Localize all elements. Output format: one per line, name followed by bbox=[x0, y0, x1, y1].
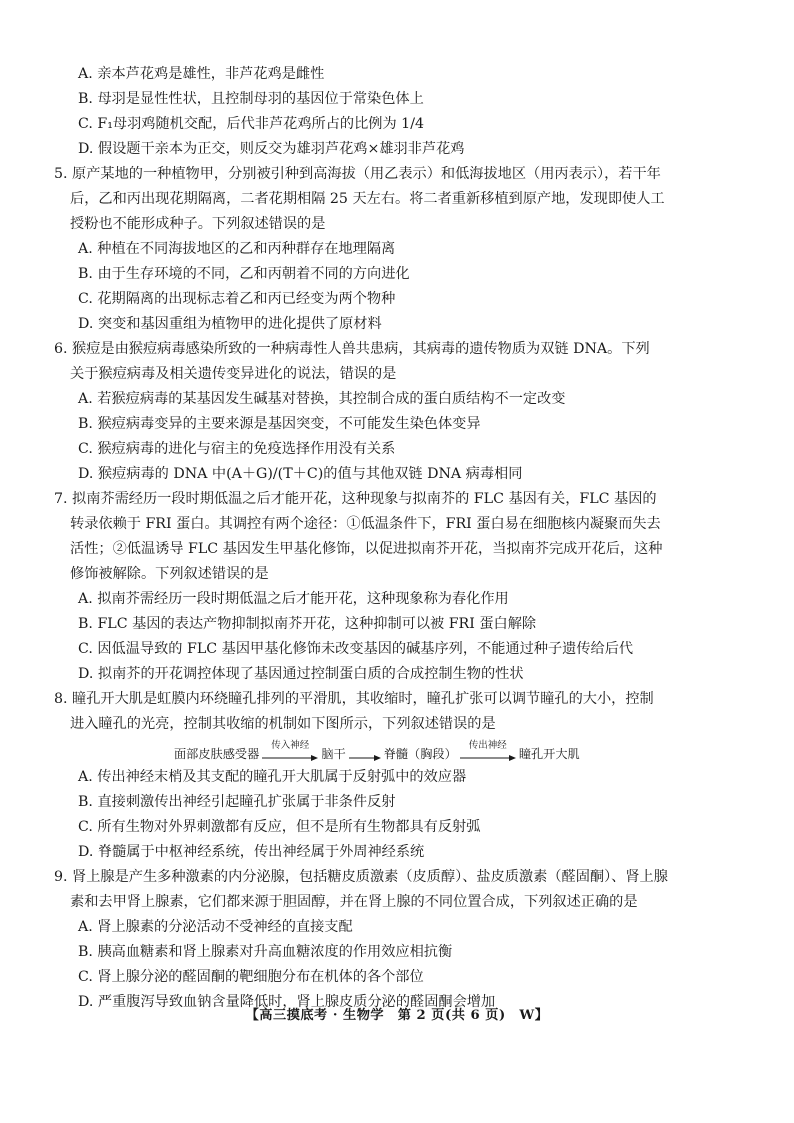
arrow-label-afferent: 传入神经 bbox=[271, 740, 310, 751]
page-footer: 【高三摸底考 · 生物学 第 2 页(共 6 页) W】 bbox=[245, 1008, 549, 1023]
option-d: D. 脊髓属于中枢神经系统，传出神经属于外周神经系统 bbox=[78, 844, 425, 860]
option-d: D. 严重腹泻导致血钠含量降低时，肾上腺皮质分泌的醛固酮会增加 bbox=[78, 994, 496, 1010]
question-stem-line: 授粉也不能形成种子。下列叙述错误的是 bbox=[70, 216, 326, 232]
option-c: C. F₁母羽鸡随机交配，后代非芦花鸡所占的比例为 1/4 bbox=[78, 116, 424, 132]
option-b: B. 由于生存环境的不同，乙和丙朝着不同的方向进化 bbox=[78, 266, 410, 282]
option-d: D. 突变和基因重组为植物甲的进化提供了原材料 bbox=[78, 316, 382, 332]
option-d: D. 假设题干亲本为正交，则反交为雄羽芦花鸡×雄羽非芦花鸡 bbox=[78, 141, 465, 157]
option-b: B. 胰高血糖素和肾上腺素对升高血糖浓度的作用效应相抗衡 bbox=[78, 944, 453, 960]
diagram-arrow-plain bbox=[348, 752, 382, 762]
question-8 bbox=[54, 687, 744, 865]
question-stem-line: 素和去甲肾上腺素，它们都来源于胆固醇，并在肾上腺的不同位置合成，下列叙述正确的是 bbox=[70, 894, 638, 910]
question-stem-line: 活性；②低温诱导 FLC 基因发生甲基化修饰，以促进拟南芥开花，当拟南芥完成开花后，这种 bbox=[70, 541, 663, 557]
question-stem-line: 5. 原产某地的一种植物甲，分别被引种到高海拔（用乙表示）和低海拔地区（用丙表示），若干年 bbox=[54, 166, 661, 182]
question-stem-line: 后，乙和丙出现花期隔离，二者花期相隔 25 天左右。将二者重新移植到原产地，发现即使人工 bbox=[70, 191, 665, 207]
option-c: C. 肾上腺分泌的醛固酮的靶细胞分布在机体的各个部位 bbox=[78, 969, 424, 985]
diagram-node-receptor: 面部皮肤感受器 bbox=[174, 747, 260, 761]
long-arrow-icon bbox=[459, 752, 517, 762]
question-stem-line: 转录依赖于 FRI 蛋白。其调控有两个途径：①低温条件下，FRI 蛋白易在细胞核内凝聚而失去 bbox=[70, 516, 661, 532]
option-a: A. 肾上腺素的分泌活动不受神经的直接支配 bbox=[78, 919, 353, 935]
question-9 bbox=[54, 865, 744, 1015]
question-7 bbox=[54, 487, 744, 687]
question-stem-line: 9. 肾上腺是产生多种激素的内分泌腺，包括糖皮质激素（皮质醇）、盐皮质激素（醛固酮）、肾上腺 bbox=[54, 869, 668, 885]
diagram-node-spinal-cord: 脊髓（胸段） bbox=[383, 747, 457, 761]
question-5 bbox=[54, 162, 744, 337]
arrow-label-efferent: 传出神经 bbox=[468, 740, 507, 751]
question-stem-line: 8. 瞳孔开大肌是虹膜内环绕瞳孔排列的平滑肌，其收缩时，瞳孔扩张可以调节瞳孔的大小，控制 bbox=[54, 691, 654, 707]
option-b: B. 直接刺激传出神经引起瞳孔扩张属于非条件反射 bbox=[78, 794, 396, 810]
option-a: A. 拟南芥需经历一段时期低温之后才能开花，这种现象称为春化作用 bbox=[78, 591, 509, 607]
diagram-arrow-afferent bbox=[261, 740, 319, 762]
option-b: B. FLC 基因的表达产物抑制拟南芥开花，这种抑制可以被 FRI 蛋白解除 bbox=[78, 616, 537, 632]
question-6 bbox=[54, 337, 744, 487]
question-stem-line: 7. 拟南芥需经历一段时期低温之后才能开花，这种现象与拟南芥的 FLC 基因有关，FLC 基因的 bbox=[54, 491, 657, 507]
option-a: A. 传出神经末梢及其支配的瞳孔开大肌属于反射弧中的效应器 bbox=[78, 769, 467, 785]
diagram-node-muscle: 瞳孔开大肌 bbox=[518, 747, 580, 761]
page-content bbox=[54, 62, 744, 1015]
question-stem-line: 进入瞳孔的光亮，控制其收缩的机制如下图所示，下列叙述错误的是 bbox=[70, 716, 496, 732]
diagram-arrow-efferent bbox=[459, 740, 517, 762]
question-stem-line: 关于猴痘病毒及相关遗传变异进化的说法，错误的是 bbox=[70, 366, 397, 382]
option-a: A. 种植在不同海拔地区的乙和丙种群存在地理隔离 bbox=[78, 241, 396, 257]
long-arrow-icon bbox=[261, 752, 319, 762]
option-d: D. 拟南芥的开花调控体现了基因通过控制蛋白质的合成控制生物的性状 bbox=[78, 666, 524, 682]
question-stem-line: 6. 猴痘是由猴痘病毒感染所致的一种病毒性人兽共患病，其病毒的遗传物质为双链 DNA。下列 bbox=[54, 341, 650, 357]
option-c: C. 所有生物对外界刺激都有反应，但不是所有生物都具有反射弧 bbox=[78, 819, 481, 835]
option-c: C. 花期隔离的出现标志着乙和丙已经变为两个物种 bbox=[78, 291, 396, 307]
option-d: D. 猴痘病毒的 DNA 中(A＋G)/(T＋C)的值与其他双链 DNA 病毒相同 bbox=[78, 466, 523, 482]
reflex-pathway-diagram bbox=[54, 737, 744, 765]
option-b: B. 猴痘病毒变异的主要来源是基因突变，不可能发生染色体变异 bbox=[78, 416, 481, 432]
option-b: B. 母羽是显性性状，且控制母羽的基因位于常染色体上 bbox=[78, 91, 424, 107]
previous-question-options bbox=[54, 62, 744, 162]
question-stem-line: 修饰被解除。下列叙述错误的是 bbox=[70, 566, 269, 582]
option-a: A. 亲本芦花鸡是雄性，非芦花鸡是雌性 bbox=[78, 66, 325, 82]
diagram-node-brainstem: 脑干 bbox=[321, 747, 346, 761]
option-a: A. 若猴痘病毒的某基因发生碱基对替换，其控制合成的蛋白质结构不一定改变 bbox=[78, 391, 566, 407]
arrow-icon bbox=[348, 752, 382, 762]
option-c: C. 猴痘病毒的进化与宿主的免疫选择作用没有关系 bbox=[78, 441, 396, 457]
option-c: C. 因低温导致的 FLC 基因甲基化修饰未改变基因的碱基序列，不能通过种子遗传给后代 bbox=[78, 641, 634, 657]
